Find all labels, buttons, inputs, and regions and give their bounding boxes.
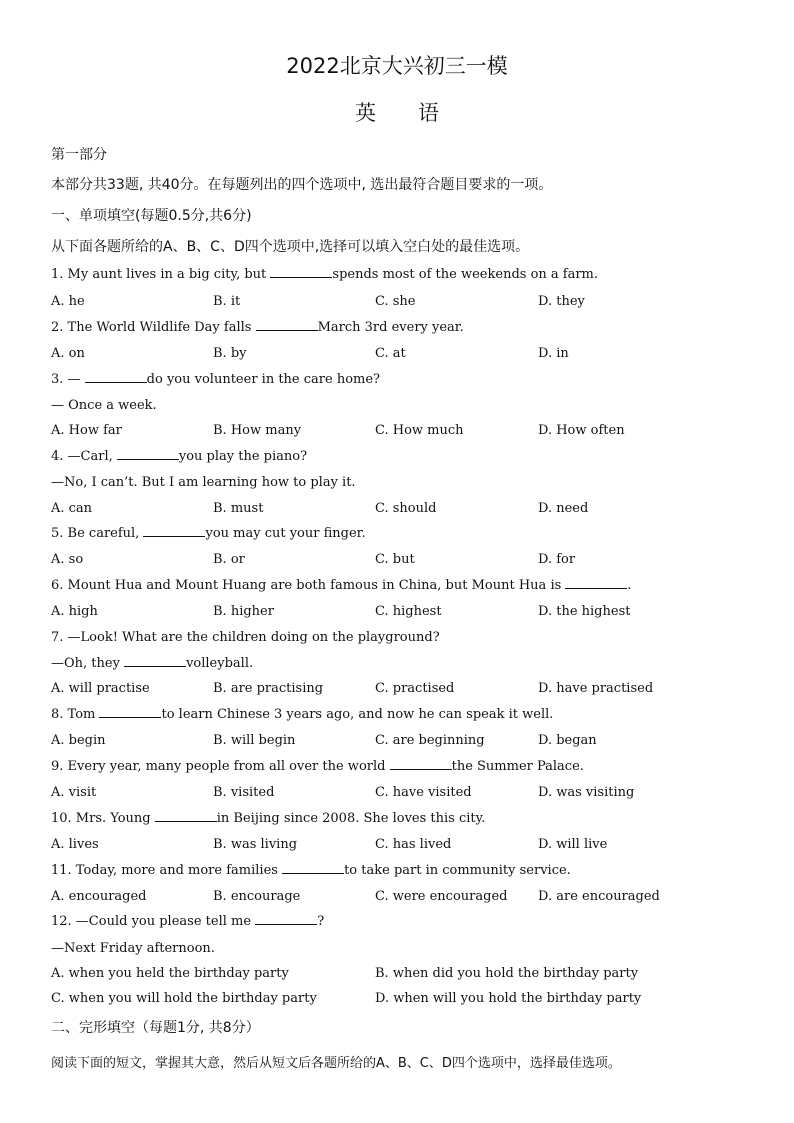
question-7-reply: —Oh, they volleyball. bbox=[51, 656, 254, 671]
option-a: A. when you held the birthday party bbox=[51, 966, 289, 981]
option-d: D. was visiting bbox=[538, 785, 635, 800]
question-11-stem: 11. Today, more and more families to take part in community service. bbox=[51, 863, 571, 878]
option-c: C. have visited bbox=[375, 785, 472, 800]
option-b: B. How many bbox=[213, 423, 302, 438]
question-6-stem: 6. Mount Hua and Mount Huang are both famous in China, but Mount Hua is . bbox=[51, 578, 632, 593]
option-c: C. should bbox=[375, 501, 437, 516]
option-c: C. at bbox=[375, 346, 406, 361]
option-a: A. so bbox=[51, 552, 84, 567]
option-c: C. How much bbox=[375, 423, 464, 438]
option-d: D. for bbox=[538, 552, 576, 567]
option-d: D. are encouraged bbox=[538, 889, 660, 904]
answer-blank bbox=[85, 372, 147, 383]
answer-blank bbox=[117, 449, 179, 460]
option-d: D. will live bbox=[538, 837, 608, 852]
question-7-stem: 7. —Look! What are the children doing on the playground? bbox=[51, 630, 440, 645]
option-d: D. when will you hold the birthday party bbox=[375, 991, 642, 1006]
option-a: A. will practise bbox=[51, 681, 150, 696]
option-c: C. she bbox=[375, 294, 416, 309]
answer-blank bbox=[143, 526, 205, 537]
option-c: C. when you will hold the birthday party bbox=[51, 991, 317, 1006]
option-d: D. began bbox=[538, 733, 597, 748]
question-3-reply: — Once a week. bbox=[51, 398, 157, 413]
option-b: B. was living bbox=[213, 837, 298, 852]
option-a: A. he bbox=[51, 294, 85, 309]
option-a: A. can bbox=[51, 501, 93, 516]
answer-blank bbox=[99, 707, 161, 718]
option-b: B. visited bbox=[213, 785, 275, 800]
option-b: B. encourage bbox=[213, 889, 301, 904]
answer-blank bbox=[256, 320, 318, 331]
question-12-stem: 12. —Could you please tell me ? bbox=[51, 914, 325, 929]
question-12-reply: —Next Friday afternoon. bbox=[51, 941, 215, 956]
question-3-stem: 3. — do you volunteer in the care home? bbox=[51, 372, 381, 387]
question-1-stem: 1. My aunt lives in a big city, but spends most of the weekends on a farm. bbox=[51, 267, 599, 282]
option-b: B. higher bbox=[213, 604, 274, 619]
option-a: A. encouraged bbox=[51, 889, 147, 904]
option-b: B. will begin bbox=[213, 733, 296, 748]
question-5-stem: 5. Be careful, you may cut your finger. bbox=[51, 526, 366, 541]
section2-instructions: 阅读下面的短文，掌握其大意，然后从短文后各题所给的A、B、C、D四个选项中，选择最佳选项。 bbox=[51, 1056, 621, 1071]
option-d: D. How often bbox=[538, 423, 625, 438]
option-d: D. in bbox=[538, 346, 569, 361]
option-c: C. are beginning bbox=[375, 733, 485, 748]
option-b: B. must bbox=[213, 501, 264, 516]
part-heading: 第一部分 bbox=[51, 147, 107, 163]
section2-title: 二、完形填空（每题1分, 共8分） bbox=[51, 1020, 260, 1036]
part-intro: 本部分共33题, 共40分。在每题列出的四个选项中, 选出最符合题目要求的一项。 bbox=[51, 177, 553, 193]
option-d: D. need bbox=[538, 501, 589, 516]
option-a: A. begin bbox=[51, 733, 106, 748]
answer-blank bbox=[390, 759, 452, 770]
option-d: D. they bbox=[538, 294, 585, 309]
option-a: A. visit bbox=[51, 785, 97, 800]
option-c: C. but bbox=[375, 552, 415, 567]
answer-blank bbox=[255, 914, 317, 925]
option-c: C. practised bbox=[375, 681, 455, 696]
question-8-stem: 8. Tom to learn Chinese 3 years ago, and now he can speak it well. bbox=[51, 707, 554, 722]
answer-blank bbox=[270, 267, 332, 278]
option-b: B. are practising bbox=[213, 681, 324, 696]
subject-title: 英 语 bbox=[355, 101, 439, 125]
answer-blank bbox=[155, 811, 217, 822]
page-title: 2022北京大兴初三一模 bbox=[286, 54, 508, 78]
question-10-stem: 10. Mrs. Young in Beijing since 2008. She loves this city. bbox=[51, 811, 486, 826]
option-b: B. or bbox=[213, 552, 245, 567]
option-d: D. the highest bbox=[538, 604, 631, 619]
option-c: C. were encouraged bbox=[375, 889, 508, 904]
option-a: A. on bbox=[51, 346, 85, 361]
option-b: B. when did you hold the birthday party bbox=[375, 966, 639, 981]
option-d: D. have practised bbox=[538, 681, 654, 696]
answer-blank bbox=[282, 863, 344, 874]
question-4-stem: 4. —Carl, you play the piano? bbox=[51, 449, 308, 464]
question-9-stem: 9. Every year, many people from all over the world the Summer Palace. bbox=[51, 759, 584, 774]
question-2-stem: 2. The World Wildlife Day falls March 3rd every year. bbox=[51, 320, 464, 335]
answer-blank bbox=[124, 656, 186, 667]
option-a: A. lives bbox=[51, 837, 99, 852]
answer-blank bbox=[565, 578, 627, 589]
question-4-reply: —No, I can’t. But I am learning how to play it. bbox=[51, 475, 356, 490]
option-c: C. highest bbox=[375, 604, 442, 619]
option-a: A. How far bbox=[51, 423, 122, 438]
option-b: B. by bbox=[213, 346, 247, 361]
option-c: C. has lived bbox=[375, 837, 452, 852]
option-b: B. it bbox=[213, 294, 241, 309]
option-a: A. high bbox=[51, 604, 98, 619]
section1-title: 一、单项填空(每题0.5分,共6分) bbox=[51, 208, 252, 224]
section1-instructions: 从下面各题所给的A、B、C、D四个选项中,选择可以填入空白处的最佳选项。 bbox=[51, 239, 530, 255]
